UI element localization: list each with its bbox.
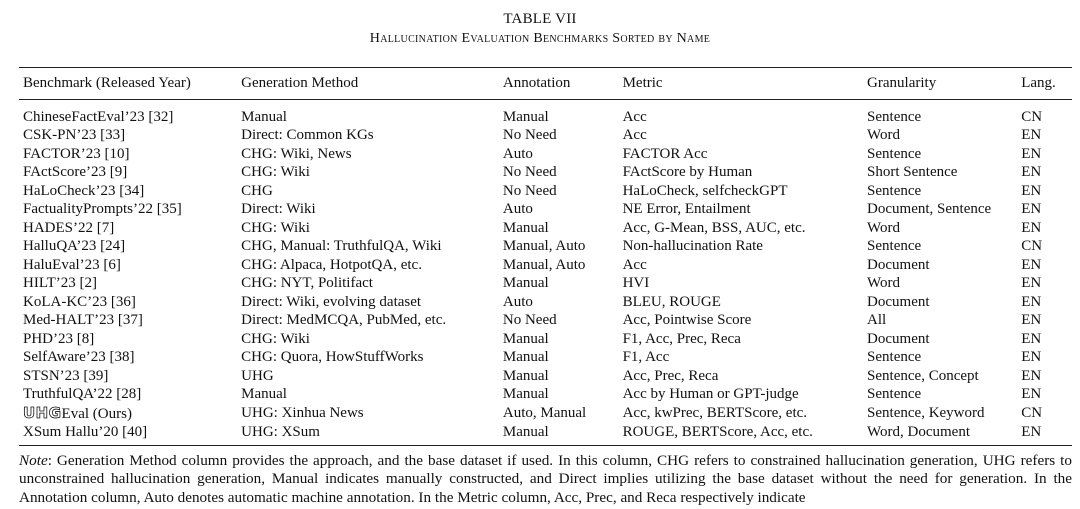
cell-generation-method: CHG: Quora, HowStuffWorks bbox=[241, 349, 424, 365]
cell-language: EN bbox=[1021, 424, 1042, 440]
cell-generation-method: Direct: MedMCQA, PubMed, etc. bbox=[241, 312, 447, 328]
cell-benchmark: HalluQA’23 [24] bbox=[23, 238, 126, 254]
cell-annotation: No Need bbox=[502, 127, 557, 143]
table-title: Hallucination Evaluation Benchmarks Sorted by Name bbox=[369, 31, 711, 46]
cell-annotation: No Need bbox=[502, 312, 557, 328]
cell-generation-method: CHG bbox=[241, 182, 273, 199]
cell-benchmark: FActScore’23 [9] bbox=[23, 164, 128, 180]
cell-annotation: Manual bbox=[502, 330, 549, 347]
cell-annotation: Auto bbox=[502, 293, 533, 310]
cell-generation-method: CHG: Alpaca, HotpotQA, etc. bbox=[241, 256, 422, 273]
cell-language: EN bbox=[1021, 145, 1042, 162]
cell-annotation: Manual bbox=[502, 367, 549, 384]
cell-metric: F1, Acc, Prec, Reca bbox=[622, 330, 741, 347]
cell-language: EN bbox=[1021, 349, 1042, 365]
cell-metric: Acc by Human or GPT-judge bbox=[622, 386, 799, 402]
cell-granularity: Document bbox=[867, 256, 930, 273]
table-row bbox=[19, 200, 1072, 219]
table-row bbox=[19, 385, 1072, 404]
cell-generation-method: CHG: Wiki bbox=[241, 330, 310, 347]
header-language: Lang. bbox=[1021, 75, 1056, 91]
cell-annotation: Manual bbox=[502, 108, 549, 125]
cell-benchmark: FactualityPrompts’22 [35] bbox=[23, 201, 182, 217]
cell-annotation: Auto bbox=[502, 201, 533, 217]
cell-benchmark: TruthfulQA’22 [28] bbox=[23, 386, 142, 402]
cell-generation-method: UHG: XSum bbox=[241, 424, 320, 440]
cell-granularity: Sentence bbox=[867, 349, 922, 365]
cell-language: EN bbox=[1021, 219, 1042, 236]
cell-annotation: Manual bbox=[502, 275, 549, 291]
header-granularity: Granularity bbox=[867, 75, 937, 91]
cell-annotation: Manual bbox=[502, 386, 549, 402]
table-row bbox=[19, 367, 1072, 386]
cell-generation-method: Manual bbox=[241, 386, 287, 402]
cell-granularity: Sentence bbox=[867, 182, 922, 199]
cell-metric: Acc bbox=[622, 127, 647, 143]
cell-annotation: Manual, Auto bbox=[502, 256, 586, 273]
cell-generation-method: Direct: Wiki, evolving dataset bbox=[241, 293, 422, 310]
note-label: Note bbox=[19, 452, 48, 469]
header-metric: Metric bbox=[622, 75, 663, 91]
table-row bbox=[19, 348, 1072, 367]
cell-metric: Acc, Prec, Reca bbox=[622, 367, 719, 384]
cell-language: EN bbox=[1021, 275, 1042, 291]
table-row bbox=[19, 330, 1072, 349]
cell-generation-method: CHG: Wiki bbox=[241, 164, 310, 180]
cell-granularity: Document bbox=[867, 293, 930, 310]
cell-generation-method: CHG: NYT, Politifact bbox=[241, 275, 373, 291]
cell-benchmark: XSum Hallu’20 [40] bbox=[23, 424, 148, 440]
cell-generation-method: Direct: Common KGs bbox=[241, 127, 374, 143]
cell-metric: NE Error, Entailment bbox=[622, 201, 751, 217]
cell-granularity: Document, Sentence bbox=[867, 201, 992, 217]
cell-annotation: Manual bbox=[502, 424, 549, 440]
cell-metric: HaLoCheck, selfcheckGPT bbox=[622, 182, 788, 199]
cell-metric: Non-hallucination Rate bbox=[622, 238, 763, 254]
cell-annotation: Manual bbox=[502, 219, 549, 236]
cell-benchmark: Med-HALT’23 [37] bbox=[23, 312, 143, 328]
cell-metric: ROUGE, BERTScore, Acc, etc. bbox=[622, 424, 813, 440]
cell-benchmark: KoLA-KC’23 [36] bbox=[23, 293, 136, 310]
cell-metric: Acc, G-Mean, BSS, AUC, etc. bbox=[622, 219, 806, 236]
table-row bbox=[19, 99, 1072, 126]
table-row bbox=[19, 274, 1072, 293]
cell-language: EN bbox=[1021, 201, 1042, 217]
cell-language: CN bbox=[1021, 238, 1043, 254]
cell-granularity: Sentence bbox=[867, 108, 922, 125]
cell-benchmark: PHD’23 [8] bbox=[23, 330, 95, 347]
note-text: : Generation Method column provides the approach, and the base dataset if used. In this column, CHG refers to constrained hallucination generation, UHG refers to unconstrained hallucination generation, Manual indicates manually constructed, and Direct implies utilizing the base dataset without the need for generation. In the Annotation column, Auto denotes automatic machine annotation. In the Metric column, Acc, Prec, and Reca respectively indicate bbox=[19, 452, 1072, 506]
cell-benchmark: HaluEval’23 [6] bbox=[23, 256, 121, 273]
cell-generation-method: Direct: Wiki bbox=[241, 201, 316, 217]
cell-granularity: Sentence, Concept bbox=[867, 367, 979, 384]
benchmark-table bbox=[19, 67, 1072, 446]
cell-metric: FACTOR Acc bbox=[622, 145, 708, 162]
cell-generation-method: CHG, Manual: TruthfulQA, Wiki bbox=[241, 238, 442, 254]
header-annotation: Annotation bbox=[502, 75, 571, 91]
cell-generation-method: CHG: Wiki, News bbox=[241, 145, 352, 162]
cell-language: EN bbox=[1021, 367, 1042, 384]
cell-benchmark: FACTOR’23 [10] bbox=[23, 145, 130, 162]
table-body bbox=[19, 99, 1072, 445]
header-generation-method: Generation Method bbox=[241, 75, 359, 91]
cell-annotation: Auto bbox=[502, 145, 533, 162]
cell-generation-method: UHG bbox=[241, 367, 274, 384]
cell-granularity: Word bbox=[867, 219, 900, 236]
table-row bbox=[19, 256, 1072, 275]
table-row bbox=[19, 423, 1072, 445]
cell-annotation: No Need bbox=[502, 182, 557, 199]
cell-granularity: All bbox=[867, 312, 887, 328]
cell-language: CN bbox=[1021, 108, 1043, 125]
cell-language: EN bbox=[1021, 182, 1042, 199]
cell-metric: Acc, Pointwise Score bbox=[622, 312, 752, 328]
cell-annotation: Manual, Auto bbox=[502, 238, 586, 254]
cell-granularity: Document bbox=[867, 330, 930, 347]
table-row bbox=[19, 163, 1072, 182]
table-row bbox=[19, 293, 1072, 312]
table-note bbox=[19, 452, 1072, 507]
table-row bbox=[19, 145, 1072, 164]
table-header-row bbox=[19, 68, 1072, 100]
table-row bbox=[19, 404, 1072, 424]
cell-granularity: Short Sentence bbox=[867, 164, 958, 180]
cell-benchmark: CSK-PN’23 [33] bbox=[23, 127, 126, 143]
cell-language: EN bbox=[1021, 386, 1042, 402]
table-row bbox=[19, 311, 1072, 330]
cell-benchmark: STSN’23 [39] bbox=[23, 367, 109, 384]
table-row bbox=[19, 182, 1072, 201]
cell-language: EN bbox=[1021, 256, 1042, 273]
table-row bbox=[19, 237, 1072, 256]
cell-granularity: Word bbox=[867, 127, 900, 143]
cell-benchmark: HILT’23 [2] bbox=[23, 275, 98, 291]
cell-language: EN bbox=[1021, 330, 1042, 347]
cell-annotation: No Need bbox=[502, 164, 557, 180]
cell-granularity: Sentence, Keyword bbox=[867, 404, 985, 421]
cell-annotation: Auto, Manual bbox=[502, 404, 587, 421]
cell-language: EN bbox=[1021, 164, 1042, 180]
cell-granularity: Word, Document bbox=[867, 424, 970, 440]
cell-benchmark: SelfAware’23 [38] bbox=[23, 349, 135, 365]
cell-annotation: Manual bbox=[502, 349, 549, 365]
table-row bbox=[19, 126, 1072, 145]
cell-metric: F1, Acc bbox=[622, 349, 670, 365]
cell-granularity: Word bbox=[867, 275, 900, 291]
cell-metric: HVI bbox=[622, 275, 650, 291]
cell-language: EN bbox=[1021, 127, 1042, 143]
cell-benchmark: HaLoCheck’23 [34] bbox=[23, 182, 145, 199]
cell-language: CN bbox=[1021, 404, 1043, 421]
cell-language: EN bbox=[1021, 312, 1042, 328]
cell-benchmark: ChineseFactEval’23 [32] bbox=[23, 108, 174, 125]
header-benchmark: Benchmark (Released Year) bbox=[23, 75, 191, 91]
cell-language: EN bbox=[1021, 293, 1042, 310]
table-number: TABLE VII bbox=[503, 11, 577, 27]
cell-granularity: Sentence bbox=[867, 145, 922, 162]
table-row bbox=[19, 219, 1072, 238]
cell-generation-method: CHG: Wiki bbox=[241, 219, 310, 236]
cell-benchmark: UHGEval (Ours) bbox=[23, 403, 132, 422]
cell-granularity: Sentence bbox=[867, 238, 922, 254]
cell-generation-method: Manual bbox=[241, 108, 287, 125]
cell-benchmark: HADES’22 [7] bbox=[23, 219, 115, 236]
cell-metric: BLEU, ROUGE bbox=[622, 293, 721, 310]
cell-metric: Acc, kwPrec, BERTScore, etc. bbox=[622, 404, 808, 421]
cell-metric: Acc bbox=[622, 256, 647, 273]
cell-granularity: Sentence bbox=[867, 386, 922, 402]
cell-metric: Acc bbox=[622, 108, 647, 125]
cell-generation-method: UHG: Xinhua News bbox=[241, 404, 364, 421]
cell-metric: FActScore by Human bbox=[622, 164, 753, 180]
